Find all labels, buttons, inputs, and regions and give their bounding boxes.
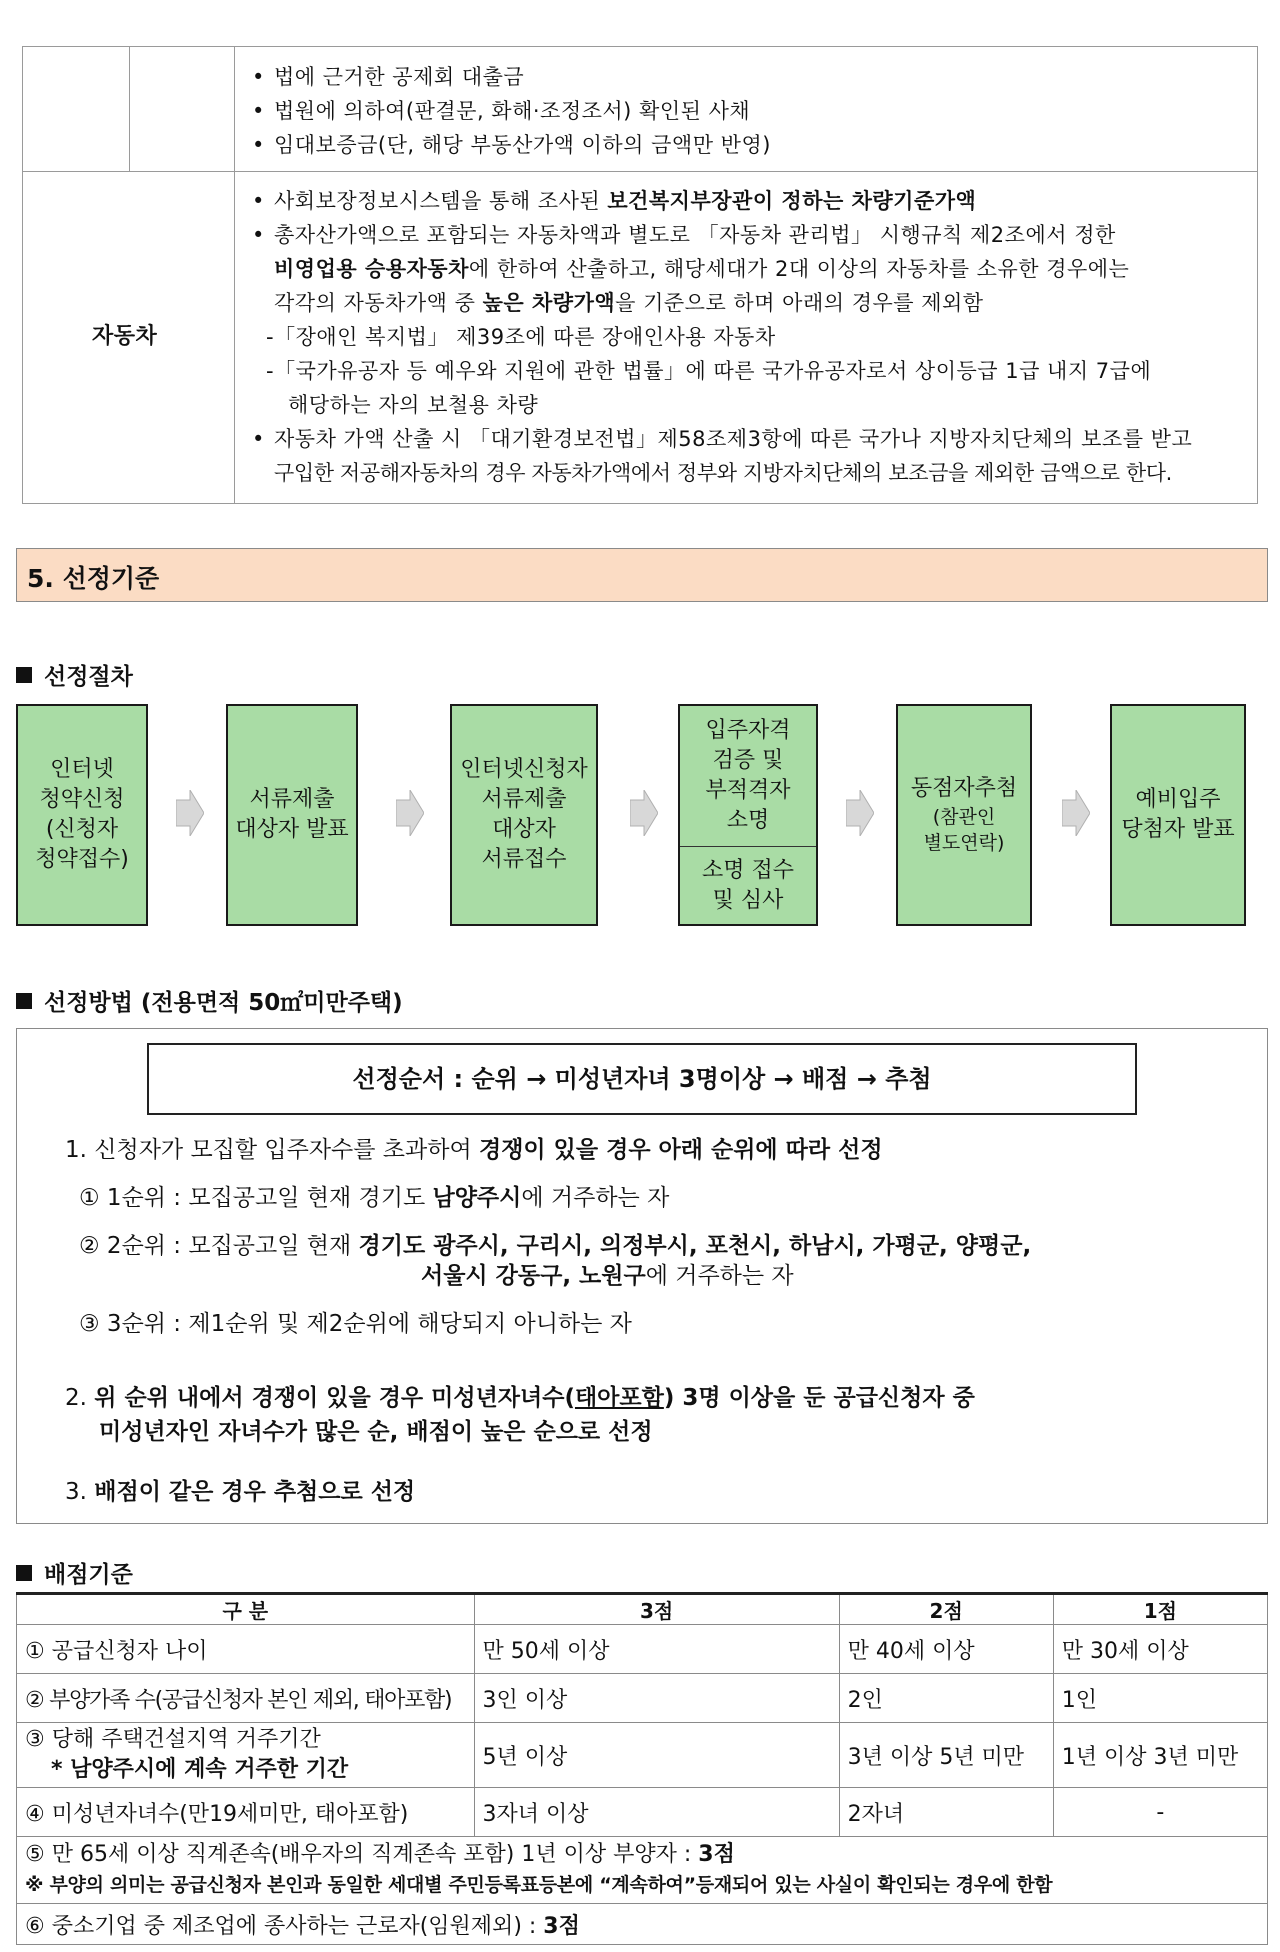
text: 3.	[65, 1479, 95, 1505]
list-item-dash: -「국가유공자 등 예우와 지원에 관한 법률」에 따른 국가유공자로서 상이등급 1급 내지 7급에	[266, 359, 1152, 383]
list-item: • 총자산가액으로 포함되는 자동차액과 별도로 「자동차 관리법」 시행규칙 제2조에서 정한	[274, 218, 1116, 252]
step-text: 소명	[726, 808, 770, 833]
asset-table	[22, 46, 1258, 504]
heading-text: 배점기준	[44, 1562, 133, 1588]
table-cell: 1인	[1053, 1674, 1267, 1723]
heading-text: 선정방법 (전용면적 50㎡미만주택)	[44, 990, 403, 1016]
procedure-step-2	[226, 704, 358, 926]
table-cell: 5년 이상	[474, 1723, 839, 1788]
method-item-1	[65, 1135, 883, 1165]
list-item	[274, 184, 976, 218]
heading-text: 선정절차	[44, 664, 133, 690]
table-cell: ① 공급신청자 나이	[17, 1625, 475, 1674]
list-item: • 법원에 의하여(판결문, 화해·조정조서) 확인된 사채	[274, 94, 750, 128]
arrow-right-icon	[396, 790, 424, 836]
method-item-2-cont: 미성년자인 자녀수가 많은 순, 배점이 높은 순으로 선정	[99, 1419, 653, 1445]
step-text: 부적격자	[705, 778, 791, 803]
list-item: • 자동차 가액 산출 시 「대기환경보전법」제58조제3항에 따른 국가나 지방자치단체의 보조를 받고	[274, 422, 1192, 456]
text-bold: ※ 부양의 의미는 공급신청자 본인과 동일한 세대별 주민등록표등본에	[25, 1874, 600, 1896]
list-item-cont: 해당하는 자의 보철용 차량	[288, 393, 539, 417]
procedure-step-3	[450, 704, 598, 926]
step-bottom	[680, 847, 816, 924]
procedure-step-1	[16, 704, 148, 926]
table-row	[17, 1723, 1268, 1788]
text: ⑥ 중소기업 중 제조업에 종사하는 근로자(임원제외) :	[25, 1913, 544, 1939]
procedure-heading	[16, 658, 133, 691]
table-cell: 2인	[839, 1674, 1053, 1723]
step-text: 서류접수	[481, 847, 567, 872]
car-label: 자동차	[92, 324, 158, 349]
list-item-cont	[274, 252, 1129, 286]
section-title: 5. 선정기준	[27, 564, 160, 593]
step-text: (신청자	[45, 817, 119, 842]
table-cell: 3인 이상	[474, 1674, 839, 1723]
selection-order: 선정순서 : 순위 → 미성년자녀 3명이상 → 배점 → 추첨	[147, 1043, 1137, 1115]
rank-3: ③ 3순위 : 제1순위 및 제2순위에 해당되지 아니하는 자	[79, 1311, 632, 1337]
cell-text	[25, 1840, 1259, 1870]
list-item-cont: 구입한 저공해자동차의 경우 자동차가액에서 정부와 지방자치단체의 보조금을 제외한 금액으로 한다.	[274, 461, 1172, 485]
text-bold: 보건복지부장관이 정하는 차량기준가액	[607, 189, 977, 213]
table-cell	[17, 1837, 1268, 1904]
text: ② 2순위 : 모집공고일 현재	[79, 1233, 359, 1259]
table-cell: -	[1053, 1788, 1267, 1837]
rank-1	[79, 1183, 669, 1213]
text: 1. 신청자가 모집할 입주자수를 초과하여	[65, 1137, 479, 1163]
list-item: • 임대보증금(단, 해당 부동산가액 이하의 금액만 반영)	[274, 128, 771, 162]
text: 에 거주하는 자	[645, 1263, 794, 1289]
table-cell: ② 부양가족 수(공급신청자 본인 제외, 태아포함)	[17, 1674, 475, 1723]
rank-2	[79, 1231, 1031, 1261]
list-item-cont	[274, 286, 984, 320]
list-item: • 법에 근거한 공제회 대출금	[274, 60, 524, 94]
step-text: 검증 및	[712, 748, 784, 773]
method-item-3	[65, 1477, 415, 1507]
step-text: 서류제출	[249, 787, 335, 812]
column-header: 2점	[839, 1594, 1053, 1625]
text-bold: 비영업용 승용자동차	[274, 257, 469, 281]
table-cell: 만 30세 이상	[1053, 1625, 1267, 1674]
section-header	[16, 548, 1268, 602]
step-text: 청약접수)	[35, 847, 129, 872]
table-cell: 3년 이상 5년 미만	[839, 1723, 1053, 1788]
table-cell	[22, 46, 130, 172]
text-bold: 3점	[543, 1913, 580, 1939]
text-bold: “계속하여”	[599, 1874, 696, 1896]
cell-note	[25, 1870, 1259, 1900]
table-row	[17, 1837, 1268, 1904]
step-text: 인터넷	[50, 757, 114, 782]
step-text: 청약신청	[39, 787, 125, 812]
table-cell	[17, 1723, 475, 1788]
step-text: 인터넷신청자	[460, 757, 588, 782]
table-header-row	[17, 1594, 1268, 1625]
arrow-right-icon	[846, 790, 874, 836]
text-bold: 서울시 강동구, 노원구	[421, 1263, 646, 1289]
text-bold: ) 3명 이상을 둔 공급신청자 중	[663, 1385, 975, 1411]
step-text: 및 심사	[712, 887, 784, 913]
step-top	[680, 706, 816, 847]
text: ① 1순위 : 모집공고일 현재 경기도	[79, 1185, 433, 1211]
text-bold: 높은 차량가액	[482, 291, 616, 315]
cell-text-bold: * 남양주시에 계속 거주한 기간	[51, 1757, 349, 1782]
text: 에 거주하는 자	[521, 1185, 670, 1211]
arrow-right-icon	[1062, 790, 1090, 836]
table-cell: 만 50세 이상	[474, 1625, 839, 1674]
arrow-right-icon	[176, 790, 204, 836]
text: 을 기준으로 하며 아래의 경우를 제외함	[615, 291, 984, 315]
scoring-heading	[16, 1556, 133, 1589]
text-bold: 위 순위 내에서 경쟁이 있을 경우 미성년자녀수(	[94, 1385, 575, 1411]
step-text: 서류제출	[481, 787, 567, 812]
step-text: 동점자추첨	[910, 776, 1018, 801]
table-row	[17, 1904, 1268, 1945]
table-cell: 3자녀 이상	[474, 1788, 839, 1837]
text-bold-underline: 태아포함	[574, 1385, 664, 1411]
text: ⑤ 만 65세 이상 직계존속(배우자의 직계존속 포함) 1년 이상 부양자 :	[25, 1842, 699, 1867]
text-bold: 경기도 광주시, 구리시, 의정부시, 포천시, 하남시, 가평군, 양평군,	[358, 1233, 1032, 1259]
table-cell	[129, 46, 235, 172]
procedure-step-6	[1110, 704, 1246, 926]
table-cell: 1년 이상 3년 미만	[1053, 1723, 1267, 1788]
step-text-small: 별도연락)	[923, 832, 1005, 854]
text: 사회보장정보시스템을 통해 조사된	[274, 189, 608, 213]
method-item-2	[65, 1383, 975, 1413]
text: 각각의 자동차가액 중	[274, 291, 483, 315]
step-text: 당첨자 발표	[1121, 817, 1235, 842]
scoring-table	[16, 1592, 1268, 1945]
arrow-right-icon	[630, 790, 658, 836]
table-row	[17, 1788, 1268, 1837]
step-text: 대상자 발표	[235, 817, 349, 842]
table-cell: ④ 미성년자녀수(만19세미만, 태아포함)	[17, 1788, 475, 1837]
text-bold: 배점이 같은 경우 추첨으로 선정	[94, 1479, 416, 1505]
table-cell	[17, 1904, 1268, 1945]
step-text: 입주자격	[705, 718, 791, 743]
table-row	[17, 1674, 1268, 1723]
table-cell: 만 40세 이상	[839, 1625, 1053, 1674]
column-header: 1점	[1053, 1594, 1267, 1625]
text-bold: 등재되어 있는 사실이 확인되는 경우에 한함	[695, 1874, 1053, 1896]
step-text: 대상자	[492, 817, 556, 842]
table-row	[17, 1625, 1268, 1674]
method-heading	[16, 984, 403, 1017]
procedure-step-5	[896, 704, 1032, 926]
square-bullet-icon	[16, 1565, 32, 1581]
step-text-small: (참관인	[932, 806, 996, 828]
rank-2-cont	[421, 1261, 794, 1291]
method-box	[16, 1028, 1268, 1524]
list-item-dash: -「장애인 복지법」 제39조에 따른 장애인사용 자동차	[266, 325, 776, 349]
square-bullet-icon	[16, 993, 32, 1009]
text-bold: 경쟁이 있을 경우 아래 순위에 따라 선정	[479, 1137, 883, 1163]
column-header: 3점	[474, 1594, 839, 1625]
cell-text: ③ 당해 주택건설지역 거주기간	[25, 1727, 321, 1752]
table-cell: 2자녀	[839, 1788, 1053, 1837]
procedure-step-4	[678, 704, 818, 926]
square-bullet-icon	[16, 667, 32, 683]
text: 에 한하여 산출하고, 해당세대가 2대 이상의 자동차를 소유한 경우에는	[468, 257, 1130, 281]
step-text: 예비입주	[1135, 787, 1221, 812]
step-text: 소명 접수	[701, 857, 794, 883]
column-header: 구 분	[17, 1594, 475, 1625]
text: 2.	[65, 1385, 95, 1411]
text-bold: 남양주시	[432, 1185, 522, 1211]
text-bold: 3점	[698, 1842, 735, 1867]
